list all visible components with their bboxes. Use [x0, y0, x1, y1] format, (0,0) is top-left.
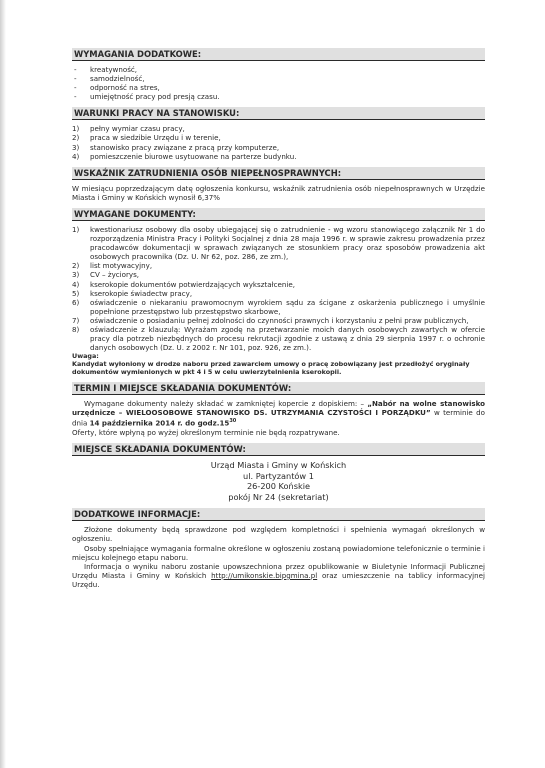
item-text: pomieszczenie biurowe usytuowane na parterze budynku.	[90, 151, 297, 161]
conditions-list	[72, 124, 485, 160]
item-number: 8)	[72, 324, 80, 334]
section-heading: DODATKOWE INFORMACJE:	[72, 508, 485, 521]
item-text: kwestionariusz osobowy dla osoby ubiegającej się o zatrudnienie - wg wzoru stanowiącego załącznik Nr 1 do rozporządzenia Ministra Pracy i Polityki Socjalnej z dnia 28 maja 1996 r. w sprawie zakresu prowadzenia przez pracodawców dokumentacji w sprawach związanych ze stosunkiem pracy oraz sposobów prowadzenia akt osobowych pracownika (Dz. U. Nr 62, poz. 286, ze zm.),	[90, 224, 485, 262]
item-text: praca w siedzibie Urzędu i w terenie,	[90, 133, 221, 143]
item-number: 4)	[72, 279, 80, 289]
envelope-label: „Nabór na wolne stanowisko urzędnicze – WIELOOSOBOWE STANOWISKO DS. UTRZYMANIA CZYSTOŚCI I PORZĄDKU”	[72, 399, 485, 418]
section-additional-info	[72, 508, 485, 589]
list-item	[72, 133, 485, 142]
text-span: Wymagane dokumenty należy składać w zamkniętej kopercie z dopiskiem: –	[84, 399, 368, 409]
address-line: Urząd Miasta i Gminy w Końskich	[210, 459, 347, 470]
item-number: 3)	[72, 142, 80, 152]
paragraph	[72, 399, 485, 428]
address-block	[72, 460, 485, 502]
list-item	[72, 261, 485, 270]
deadline-date: 14 października 2014 r. do godz.15	[89, 418, 230, 428]
item-number: 1)	[72, 224, 80, 234]
item-text: kserokopie świadectw pracy,	[90, 288, 193, 298]
list-item	[72, 124, 485, 133]
list-item: - odporność na stres,	[72, 83, 485, 92]
list-item	[72, 225, 485, 261]
list-item	[72, 325, 485, 352]
item-text: CV – życiorys,	[90, 270, 140, 280]
item-number: 5)	[72, 288, 80, 298]
section-heading: WYMAGANIA DODATKOWE:	[72, 48, 485, 61]
item-text: list motywacyjny,	[90, 261, 153, 271]
item-number: 7)	[72, 315, 80, 325]
section-submission-place	[72, 443, 485, 502]
item-text: oświadczenie o niekaraniu prawomocnym wyrokiem sądu za ścigane z oskarżenia publicznego i umyślnie popełnione przestępstwo lub przestępstwo skarbowe,	[90, 297, 485, 316]
item-text: oświadczenie z klauzulą: Wyrażam zgodę na przetwarzanie moich danych osobowych zawartych w ofercie pracy dla potrzeb niezbędnych do procesu rekrutacji zgodnie z ustawą z dnia 29 sierpnia 1997 r. o ochronie danych osobowych (Dz. U. z 2002 r. Nr 101, poz. 926, ze zm.).	[90, 324, 485, 353]
list-item	[72, 280, 485, 289]
list-item	[72, 316, 485, 325]
note-text: Kandydat wyłoniony w drodze naboru przed zawarciem umowy o pracę zobowiązany jest przedłożyć oryginały dokumentów wymienionych w pkt 4 i 5 w celu uwierzytelnienia kserokopii.	[72, 360, 470, 377]
paragraph: W miesiącu poprzedzającym datę ogłoszenia konkursu, wskaźnik zatrudnienia osób niepełnosprawnych w Urzędzie Miasta i Gminy w Końskich wynosił 6,37%	[72, 183, 485, 202]
section-heading: WARUNKI PRACY NA STANOWISKU:	[72, 107, 485, 120]
documents-list	[72, 225, 485, 352]
address-line: 26-200 Końskie	[246, 481, 311, 492]
item-number: 6)	[72, 297, 80, 307]
requirements-list	[72, 65, 485, 101]
address-line: ul. Partyzantów 1	[243, 470, 314, 481]
list-item	[72, 270, 485, 279]
address-line: pokój Nr 24 (sekretariat)	[228, 491, 329, 502]
section-heading: MIEJSCE SKŁADANIA DOKUMENTÓW:	[72, 443, 485, 456]
list-item: - umiejętność pracy pod presją czasu.	[72, 92, 485, 101]
text-span: oraz umieszczenie na tablicy informacyjnej Urzędu.	[72, 570, 485, 589]
item-number: 3)	[72, 270, 80, 280]
item-text: kserokopie dokumentów potwierdzających wykształcenie,	[90, 279, 295, 289]
paragraph: Osoby spełniające wymagania formalne określone w ogłoszeniu zostaną powiadomione telefonicznie o terminie i miejscu kolejnego etapu naboru.	[72, 543, 485, 562]
section-heading: WYMAGANE DOKUMENTY:	[72, 208, 485, 221]
list-item: - kreatywność,	[72, 65, 485, 74]
section-working-conditions	[72, 107, 485, 160]
deadline-minutes: 30	[229, 418, 237, 425]
item-number: 4)	[72, 151, 80, 161]
section-heading: WSKAŹNIK ZATRUDNIENIA OSÓB NIEPEŁNOSPRAWNYCH:	[72, 167, 485, 180]
section-deadline	[72, 382, 485, 437]
list-item	[72, 143, 485, 152]
list-item: - samodzielność,	[72, 74, 485, 83]
list-item	[72, 298, 485, 316]
paragraph: Złożone dokumenty będą sprawdzone pod względem kompletności i spełnienia wymagań określonych w ogłoszeniu.	[72, 525, 485, 544]
paragraph	[72, 562, 485, 589]
item-number: 2)	[72, 133, 80, 143]
item-number: 2)	[72, 261, 80, 271]
list-item	[72, 152, 485, 161]
item-number: 1)	[72, 124, 80, 134]
text-span: Informacja o wyniku naboru zostanie upowszechniona przez opublikowanie w Biuletynie Informacji Publicznej Urzędu Miasta i Gminy w Końskich	[72, 561, 485, 580]
item-text: oświadczenie o posiadaniu pełnej zdolności do czynności prawnych i korzystaniu z pełni praw publicznych,	[90, 315, 469, 325]
note-label: Uwaga:	[72, 352, 99, 361]
list-item	[72, 289, 485, 298]
item-text: stanowisko pracy związane z pracą przy komputerze,	[90, 142, 280, 152]
paragraph: Oferty, które wpłyną po wyżej określonym terminie nie będą rozpatrywane.	[72, 427, 340, 437]
section-additional-requirements	[72, 48, 485, 101]
item-text: pełny wymiar czasu pracy,	[90, 124, 185, 134]
section-required-documents	[72, 208, 485, 376]
text-span: w terminie do dnia	[72, 408, 485, 428]
section-heading: TERMIN I MIEJSCE SKŁADANIA DOKUMENTÓW:	[72, 382, 485, 395]
bip-link[interactable]: http://umikonskie.bipgmina.pl	[211, 570, 318, 580]
section-disability-employment-rate	[72, 167, 485, 202]
